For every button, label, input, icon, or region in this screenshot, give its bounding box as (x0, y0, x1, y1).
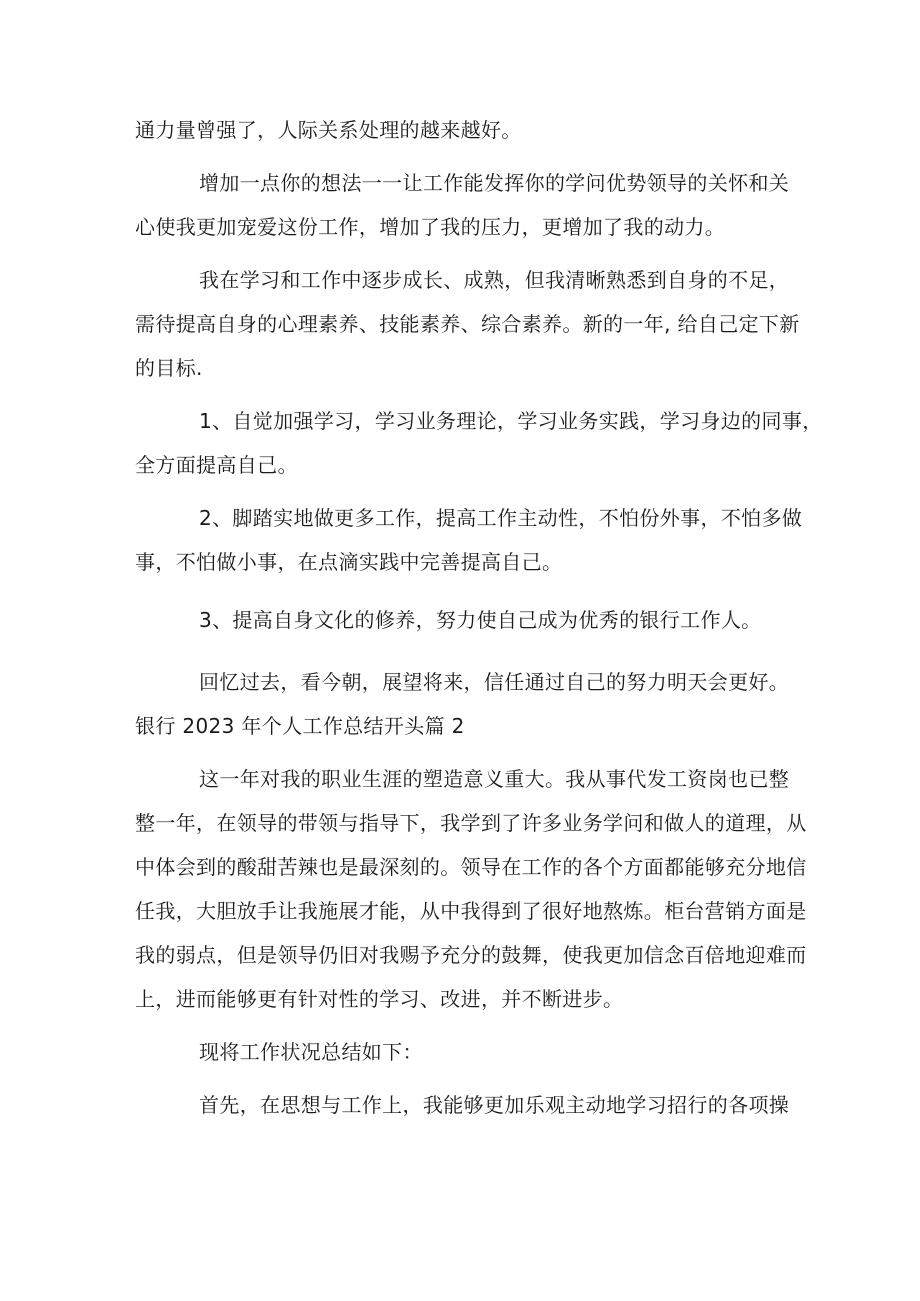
list-item-2-first-line: 2、脚踏实地做更多工作，提高工作主动性，不怕份外事，不怕多做 (199, 506, 803, 530)
text-line: 整一年，在领导的带领与指导下，我学到了许多业务学问和做人的道理，从 (135, 811, 807, 835)
paragraph-first-line: 现将工作状况总结如下： (199, 1040, 423, 1064)
list-item-1-first-line: 1、自觉加强学习，学习业务理论，学习业务实践，学习身边的同事， (199, 409, 823, 433)
text-line: 通力量曾强了，人际关系处理的越来越好。 (135, 118, 522, 142)
document-body (135, 108, 823, 1127)
list-item-3: 3、提高自身文化的修养，努力使自己成为优秀的银行工作人。 (199, 608, 762, 632)
paragraph-closing: 回忆过去，看今朝，展望将来，信任通过自己的努力明天会更好。 (199, 670, 790, 694)
section-heading: 银行 2023 年个人工作总结开头篇 2 (135, 714, 465, 738)
text-line: 心使我更加宠爱这份工作，增加了我的压力，更增加了我的动力。 (135, 215, 726, 239)
text-line: 的目标. (135, 356, 203, 380)
text-line: 全方面提高自己。 (135, 453, 298, 477)
text-line: 我的弱点，但是领导仍旧对我赐予充分的鼓舞，使我更加信念百倍地迎难而 (135, 943, 807, 967)
paragraph-first-line: 增加一点你的想法一一让工作能发挥你的学问优势领导的关怀和关 (199, 171, 790, 195)
text-line: 事，不怕做小事，在点滴实践中完善提高自己。 (135, 550, 563, 574)
text-line: 任我，大胆放手让我施展才能，从中我得到了很好地熬炼。柜台营销方面是 (135, 899, 807, 923)
text-line: 需待提高自身的心理素养、技能素养、综合素养。新的一年, 给自己定下新 (135, 312, 800, 336)
paragraph-first-line: 首先，在思想与工作上，我能够更加乐观主动地学习招行的各项操 (199, 1093, 790, 1117)
text-line: 上，进而能够更有针对性的学习、改进，并不断进步。 (135, 987, 624, 1011)
text-line: 中体会到的酸甜苦辣也是最深刻的。领导在工作的各个方面都能够充分地信 (135, 855, 807, 879)
paragraph-first-line: 这一年对我的职业生涯的塑造意义重大。我从事代发工资岗也已整 (199, 767, 790, 791)
paragraph-first-line: 我在学习和工作中逐步成长、成熟，但我清晰熟悉到自身的不足， (199, 268, 790, 292)
